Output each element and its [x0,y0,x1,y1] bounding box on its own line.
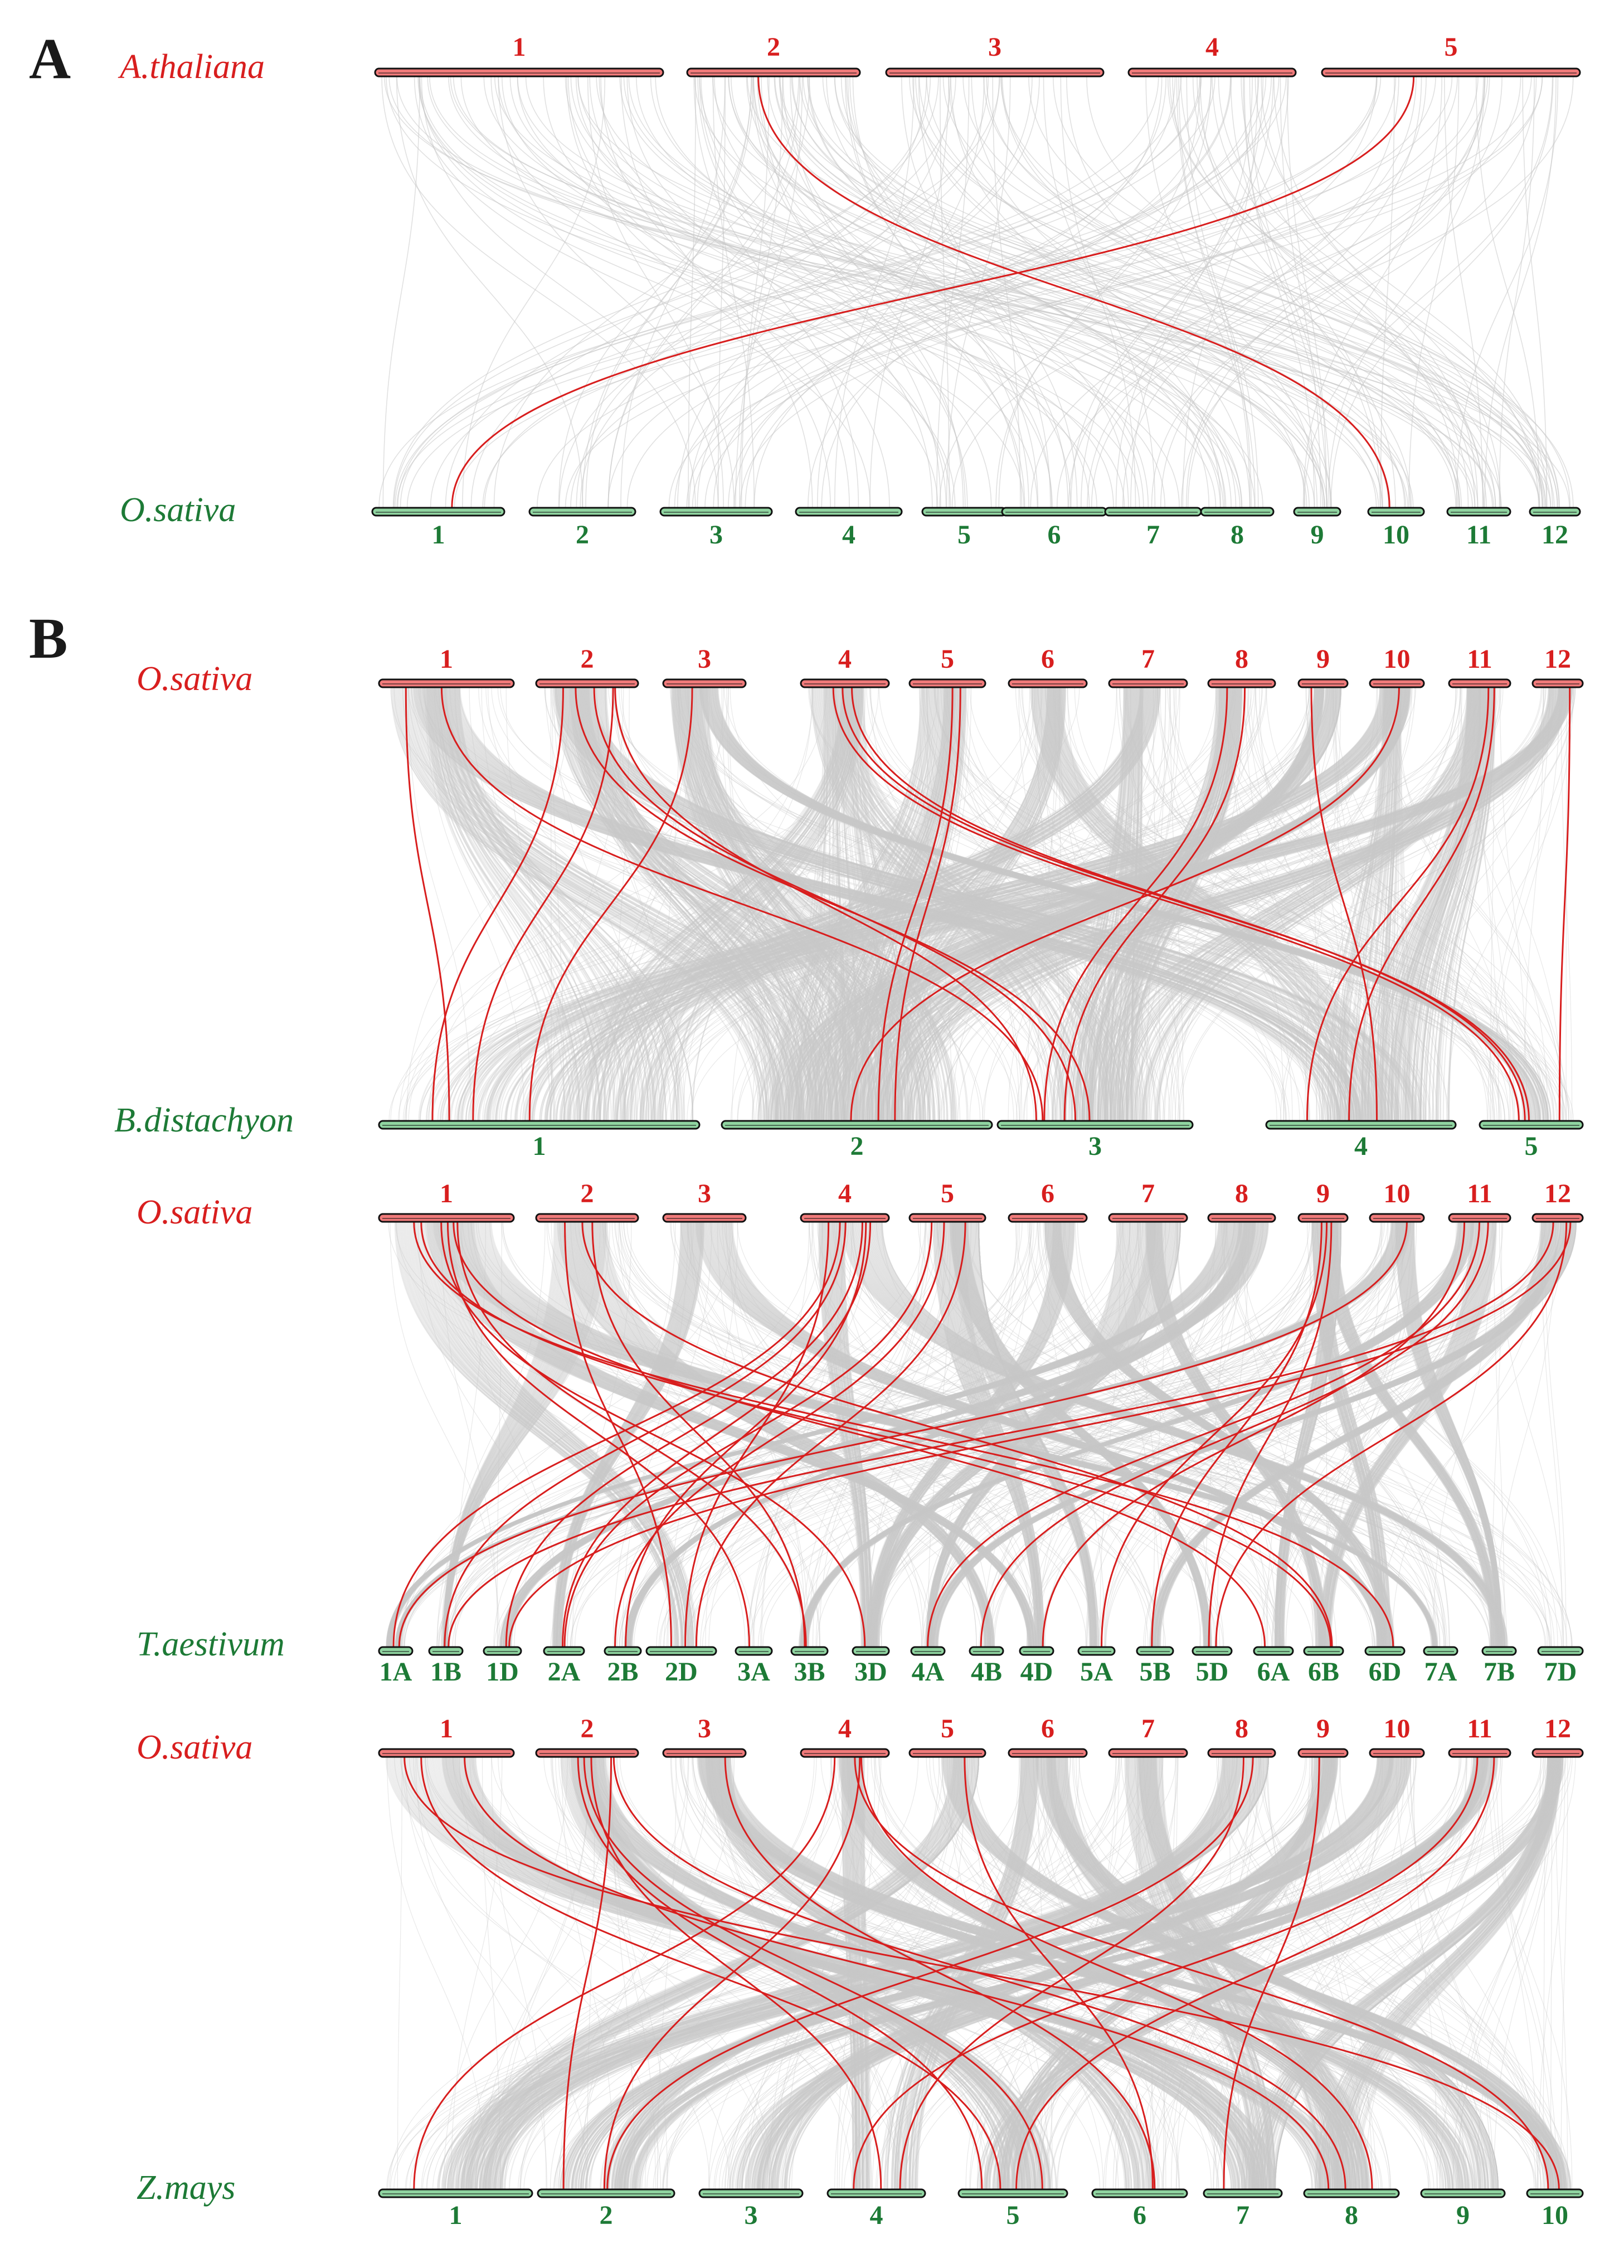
top-chromosome [1109,1214,1187,1222]
bottom-chromosome [1538,1647,1583,1655]
bottom-chromosome [1527,2189,1583,2197]
bottom-chromosome-label: 10 [1542,2201,1568,2230]
bottom-chromosome [429,1647,463,1655]
top-chromosome-label: 6 [1041,644,1054,674]
top-chromosome-label: 10 [1383,1179,1411,1208]
top-chromosome [801,1214,889,1222]
bottom-chromosome [1304,2189,1399,2197]
bottom-chromosome-label: 6D [1368,1657,1402,1687]
top-chromosome [1109,1749,1187,1757]
top-chromosome-label: 3 [698,1179,711,1208]
top-chromosome [910,1214,985,1222]
bottom-chromosome [379,1647,412,1655]
top-chromosome [1449,1749,1510,1757]
bottom-chromosome-label: 7B [1483,1657,1515,1687]
bottom-chromosome-label: 1B [430,1657,462,1687]
top-chromosome [1208,679,1275,687]
bottom-chromosome-label: 10 [1383,520,1409,550]
top-chromosome-label: 9 [1316,644,1330,674]
bottom-chromosome-label: 3A [737,1657,770,1687]
bottom-chromosome-label: 6A [1257,1657,1290,1687]
top-chromosome-label: 2 [580,644,594,674]
top-chromosome-label: 5 [941,1714,954,1744]
bottom-chromosome-label: 2A [547,1657,581,1687]
top-chromosome [1370,1214,1424,1222]
top-chromosome-label: 4 [838,1179,852,1208]
bottom-chromosome-label: 6B [1307,1657,1340,1687]
bottom-chromosome-label: 9 [1456,2201,1470,2230]
top-chromosome [375,69,663,76]
bottom-chromosome-label: 5B [1139,1657,1171,1687]
top-chromosome-label: 8 [1235,1714,1248,1744]
bottom-chromosome-label: 7D [1544,1657,1577,1687]
bottom-chromosome [1201,508,1273,516]
top-species-label: O.sativa [137,660,253,698]
bottom-chromosome-label: 3 [709,520,723,550]
top-chromosome [1299,1749,1348,1757]
top-chromosome [1449,679,1510,687]
bottom-chromosome [1368,508,1424,516]
bottom-chromosome [791,1647,828,1655]
bottom-chromosome-label: 3D [854,1657,887,1687]
bottom-chromosome [1365,1647,1404,1655]
panel-letter: A [29,27,71,91]
top-chromosome-label: 12 [1544,1179,1571,1208]
synteny-panel [29,27,1580,550]
bottom-chromosome-label: 2B [607,1657,639,1687]
bottom-chromosome-label: 9 [1310,520,1324,550]
bottom-chromosome-label: 3 [744,2201,758,2230]
background-links [379,77,1573,507]
bottom-chromosome-label: 4A [911,1657,945,1687]
top-chromosome-label: 2 [767,32,780,62]
top-chromosome [910,1749,985,1757]
bottom-chromosome-label: 1 [431,520,445,550]
synteny-panel [29,606,1583,1161]
bottom-chromosome [646,1647,716,1655]
bottom-chromosome-label: 4 [842,520,855,550]
top-chromosome-label: 1 [440,1714,453,1744]
top-chromosome-label: 7 [1141,1179,1155,1208]
bottom-chromosome-label: 11 [1466,520,1492,550]
bottom-chromosome [538,2189,674,2197]
bottom-chromosome [1078,1647,1115,1655]
top-chromosome [1322,69,1580,76]
top-chromosome [801,679,889,687]
top-chromosome-label: 12 [1544,1714,1571,1744]
top-chromosome-label: 4 [1205,32,1219,62]
top-chromosome-label: 8 [1235,644,1248,674]
bottom-chromosome-label: 7 [1236,2201,1249,2230]
top-chromosome-label: 2 [580,1179,594,1208]
top-chromosome-label: 8 [1235,1179,1248,1208]
bottom-chromosome-label: 6 [1133,2201,1146,2230]
bottom-chromosome [1266,1121,1456,1129]
top-chromosome-label: 2 [580,1714,594,1744]
top-chromosome [910,679,985,687]
bottom-chromosome [1137,1647,1173,1655]
bottom-chromosome-label: 3 [1088,1131,1102,1161]
bottom-chromosome-label: 4B [970,1657,1003,1687]
bottom-chromosome [1105,508,1201,516]
bottom-chromosome-label: 1A [379,1657,412,1687]
top-chromosome [1208,1214,1275,1222]
top-chromosome [1370,1749,1424,1757]
top-chromosome [1449,1214,1510,1222]
top-chromosome-label: 7 [1141,644,1155,674]
top-chromosome [379,1214,514,1222]
top-chromosome-label: 3 [698,644,711,674]
bottom-species-label: O.sativa [120,491,236,529]
bottom-chromosome [605,1647,641,1655]
bottom-chromosome-label: 5 [1006,2201,1020,2230]
top-chromosome [536,1749,638,1757]
bottom-chromosome-label: 4 [1354,1131,1368,1161]
top-chromosome [1533,1214,1583,1222]
top-chromosome [379,679,514,687]
bottom-chromosome-label: 2 [599,2201,613,2230]
bottom-species-label: T.aestivum [137,1625,285,1663]
bottom-chromosome-label: 1 [449,2201,463,2230]
top-species-label: A.thaliana [120,48,265,86]
top-chromosome-label: 5 [941,644,954,674]
bottom-chromosome-label: 5 [1524,1131,1538,1161]
top-chromosome [1129,69,1296,76]
top-chromosome [536,1214,638,1222]
bottom-chromosome-label: 6 [1047,520,1061,550]
top-chromosome-label: 6 [1041,1179,1054,1208]
bottom-chromosome-label: 7A [1424,1657,1457,1687]
bottom-chromosome [372,508,504,516]
top-chromosome-label: 4 [838,1714,852,1744]
bottom-chromosome [1204,2189,1282,2197]
background-links [386,1222,1576,1647]
top-chromosome-label: 10 [1383,1714,1411,1744]
top-chromosome [536,679,638,687]
bottom-chromosome [699,2189,803,2197]
synteny-panel [137,1179,1583,1687]
bottom-chromosome [736,1647,772,1655]
bottom-chromosome-label: 5A [1080,1657,1113,1687]
bottom-chromosome [922,508,1006,516]
bottom-chromosome-label: 5D [1195,1657,1229,1687]
top-chromosome-label: 3 [698,1714,711,1744]
bottom-chromosome [1530,508,1580,516]
bottom-chromosome-label: 1D [486,1657,519,1687]
top-chromosome [687,69,860,76]
bottom-chromosome [1254,1647,1293,1655]
top-chromosome-label: 11 [1467,1179,1492,1208]
bottom-chromosome [796,508,902,516]
bottom-chromosome [379,1121,699,1129]
top-chromosome-label: 11 [1467,1714,1492,1744]
top-chromosome-label: 9 [1316,1179,1330,1208]
bottom-chromosome [484,1647,521,1655]
top-chromosome-label: 11 [1467,644,1492,674]
top-chromosome-label: 1 [512,32,526,62]
top-chromosome-label: 4 [838,644,852,674]
top-chromosome-label: 7 [1141,1714,1155,1744]
top-chromosome [379,1749,514,1757]
bottom-chromosome-label: 8 [1231,520,1244,550]
bottom-chromosome-label: 1 [532,1131,546,1161]
bottom-chromosome [828,2189,925,2197]
top-chromosome [801,1749,889,1757]
bottom-chromosome-label: 2 [576,520,589,550]
top-chromosome-label: 3 [988,32,1001,62]
bottom-chromosome [1424,1647,1457,1655]
top-chromosome [1299,679,1348,687]
bottom-species-label: Z.mays [137,2169,236,2207]
top-species-label: O.sativa [137,1728,253,1766]
bottom-chromosome [911,1647,945,1655]
bottom-chromosome [959,2189,1067,2197]
bottom-chromosome [1002,508,1106,516]
bottom-chromosome [660,508,772,516]
bottom-chromosome [1480,1121,1583,1129]
bottom-chromosome [529,508,635,516]
top-chromosome [1208,1749,1275,1757]
top-chromosome-label: 12 [1544,644,1571,674]
top-chromosome [1370,679,1424,687]
bottom-chromosome-label: 4D [1020,1657,1053,1687]
top-chromosome-label: 6 [1041,1714,1054,1744]
bottom-chromosome-label: 2D [665,1657,698,1687]
top-chromosome [1299,1214,1348,1222]
top-chromosome [663,1749,746,1757]
bottom-chromosome [853,1647,889,1655]
top-chromosome [1009,679,1087,687]
top-chromosome-label: 1 [440,1179,453,1208]
bottom-chromosome [379,2189,532,2197]
top-chromosome [1109,679,1187,687]
top-species-label: O.sativa [137,1193,253,1231]
bottom-chromosome [1421,2189,1505,2197]
top-chromosome-label: 10 [1383,644,1411,674]
bottom-species-label: B.distachyon [114,1101,294,1139]
top-chromosome [1533,1749,1583,1757]
top-chromosome-label: 9 [1316,1714,1330,1744]
top-chromosome-label: 5 [941,1179,954,1208]
bottom-chromosome-label: 12 [1542,520,1568,550]
top-chromosome [1009,1214,1087,1222]
synteny-panel [137,1714,1583,2230]
top-chromosome [1009,1749,1087,1757]
bottom-chromosome-label: 4 [869,2201,883,2230]
bottom-chromosome [1304,1647,1343,1655]
top-chromosome [663,1214,746,1222]
bottom-chromosome [1020,1647,1053,1655]
bottom-chromosome [998,1121,1193,1129]
bottom-chromosome-label: 8 [1345,2201,1358,2230]
bottom-chromosome-label: 3B [794,1657,825,1687]
top-chromosome-label: 1 [440,644,453,674]
top-chromosome [886,69,1103,76]
bottom-chromosome [1294,508,1340,516]
bottom-chromosome [970,1647,1003,1655]
bottom-chromosome [1482,1647,1516,1655]
bottom-chromosome-label: 2 [850,1131,864,1161]
top-chromosome [663,679,746,687]
top-chromosome [1533,679,1583,687]
bottom-chromosome-label: 5 [957,520,971,550]
bottom-chromosome [722,1121,992,1129]
bottom-chromosome [1092,2189,1187,2197]
bottom-chromosome-label: 7 [1146,520,1160,550]
panel-letter: B [29,606,68,671]
bottom-chromosome [1193,1647,1232,1655]
bottom-chromosome [544,1647,584,1655]
bottom-chromosome [1447,508,1510,516]
top-chromosome-label: 5 [1444,32,1458,62]
